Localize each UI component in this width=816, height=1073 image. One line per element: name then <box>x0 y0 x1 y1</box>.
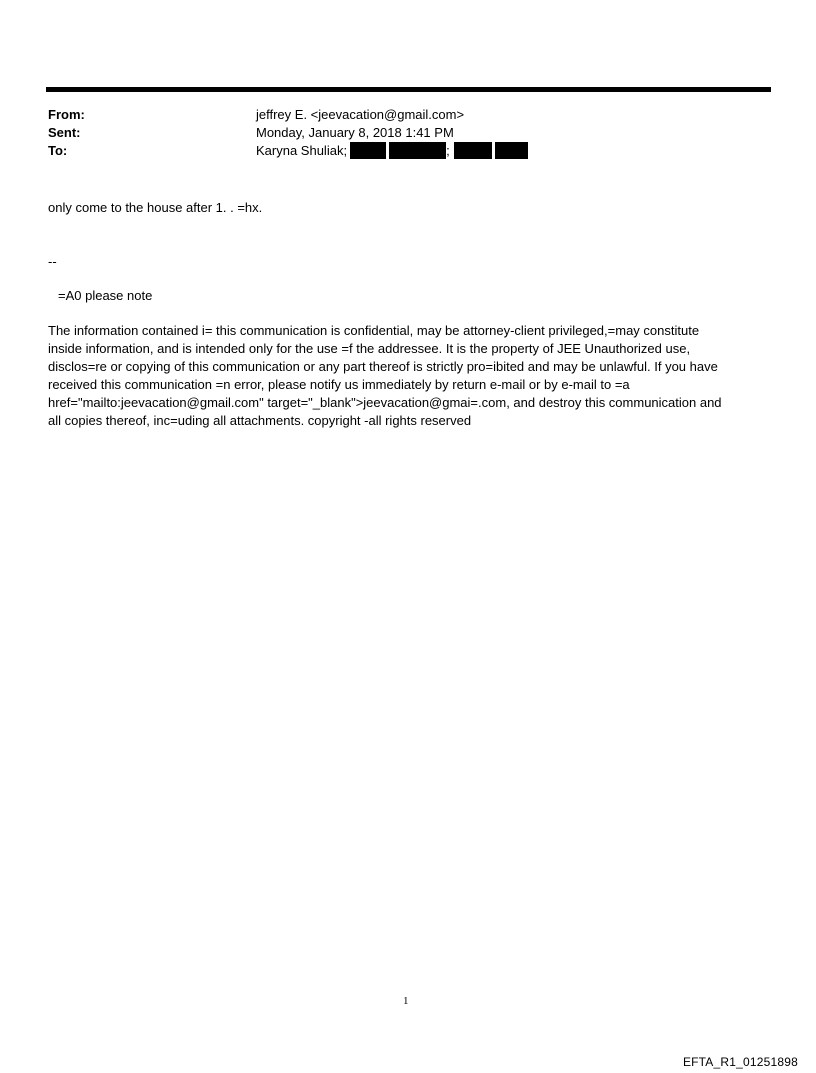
from-label: From: <box>48 107 85 122</box>
to-row <box>48 142 768 160</box>
email-header <box>48 106 768 160</box>
to-value-group <box>256 142 528 160</box>
disclaimer-line: The information contained i= this communication is confidential, may be attorney-client privileged,=may constitute <box>48 323 700 338</box>
signature-separator: -- <box>48 254 57 269</box>
redaction-box <box>389 142 446 159</box>
disclaimer-line: href="mailto:jeevacation@gmail.com" target="_blank">jeevacation@gmai=.com, and destroy this communication and <box>48 395 722 410</box>
from-value: jeffrey E. <jeevacation@gmail.com> <box>256 107 465 122</box>
to-label: To: <box>48 143 68 158</box>
confidentiality-disclaimer <box>48 322 768 430</box>
message-text: only come to the house after 1. . =hx. <box>48 200 263 215</box>
sent-label: Sent: <box>48 125 81 140</box>
to-separator: ; <box>446 143 450 158</box>
signature-note: =A0 please note <box>58 288 153 303</box>
redaction-box <box>350 142 386 159</box>
redaction-box <box>454 142 492 159</box>
from-row <box>48 106 768 124</box>
bates-number: EFTA_R1_01251898 <box>682 1055 798 1069</box>
disclaimer-line: received this communication =n error, please notify us immediately by return e-mail or by e-mail to =a <box>48 377 630 392</box>
disclaimer-line: disclos=re or copying of this communication or any part thereof is strictly pro=ibited and may be unlawful. If you have <box>48 359 718 374</box>
sent-value: Monday, January 8, 2018 1:41 PM <box>256 125 454 140</box>
header-divider <box>46 87 771 92</box>
to-value: Karyna Shuliak; <box>256 143 348 158</box>
page-number: 1 <box>403 995 409 1007</box>
disclaimer-line: inside information, and is intended only for the use =f the addressee. It is the property of JEE Unauthorized use, <box>48 341 691 356</box>
disclaimer-line: all copies thereof, inc=uding all attachments. copyright -all rights reserved <box>48 413 472 428</box>
redaction-box <box>495 142 528 159</box>
sent-row <box>48 124 768 142</box>
